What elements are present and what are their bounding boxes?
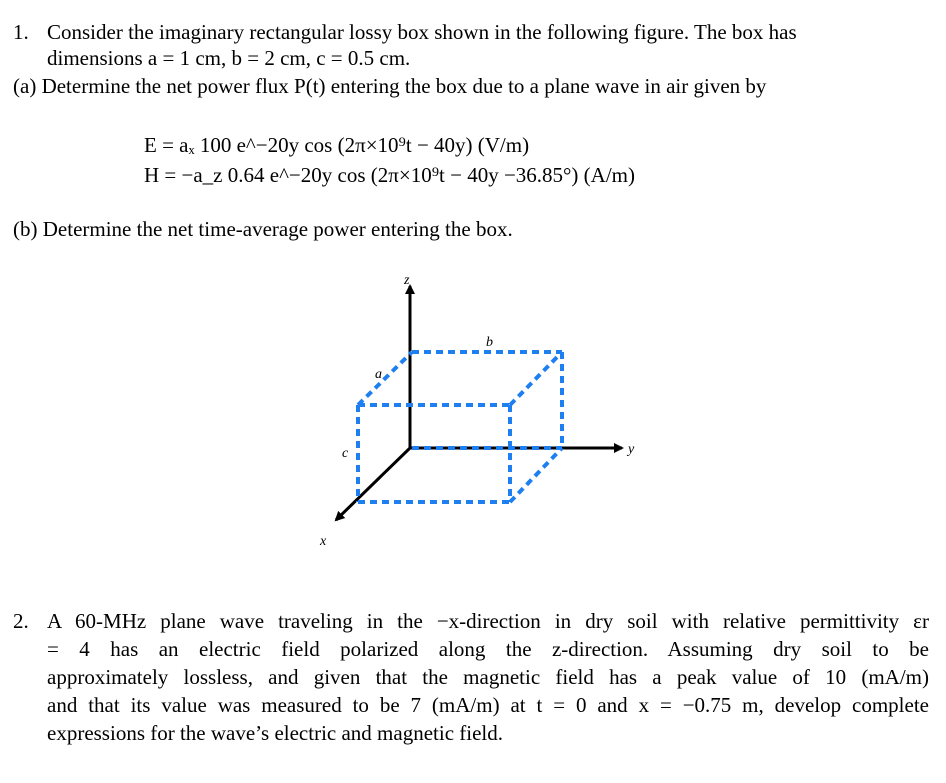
part-b-label: (b) [13,217,38,241]
equation-h-field: H = −a_z 0.64 e^−20y cos (2π×10⁹t − 40y −36.85°) (A/m) [144,163,635,187]
question-2-number: 2. [13,609,29,633]
question-2-line-3: approximately lossless, and given that the magnetic field has a peak value of 10 (mA/m) [47,665,929,689]
dimension-a-label: a [375,367,382,382]
part-a [13,73,766,99]
dimension-c-label: c [342,446,349,461]
question-2-line-5: expressions for the wave’s electric and magnetic field. [47,721,503,745]
part-a-label: (a) [13,74,37,98]
part-a-text: Determine the net power flux P(t) entering the box due to a plane wave in air given by [41,74,767,98]
z-axis-label: z [404,273,410,288]
part-b [13,216,513,242]
question-2-line-1: A 60-MHz plane wave traveling in the −x-direction in dry soil with relative permittivity εr [47,609,929,633]
dimension-b-label: b [486,335,493,350]
dashed-box [358,352,562,502]
box-figure [300,260,660,560]
part-b-text: Determine the net time-average power entering the box. [42,217,513,241]
equation-e-field: E = aₓ 100 e^−20y cos (2π×10⁹t − 40y) (V/m) [144,133,530,157]
question-1-line-2: dimensions a = 1 cm, b = 2 cm, c = 0.5 cm. [47,46,411,70]
x-axis-label: x [320,534,327,549]
question-1 [13,19,797,45]
question-1-line-1: Consider the imaginary rectangular lossy box shown in the following figure. The box has [47,20,797,44]
question-1-number: 1. [13,20,29,44]
question-2-line-4: and that its value was measured to be 7 (mA/m) at t = 0 and x = −0.75 m, develop complete [47,693,929,717]
question-2-line-2: = 4 has an electric field polarized along the z-direction. Assuming dry soil to be [47,637,929,661]
y-axis-label: y [628,442,635,457]
